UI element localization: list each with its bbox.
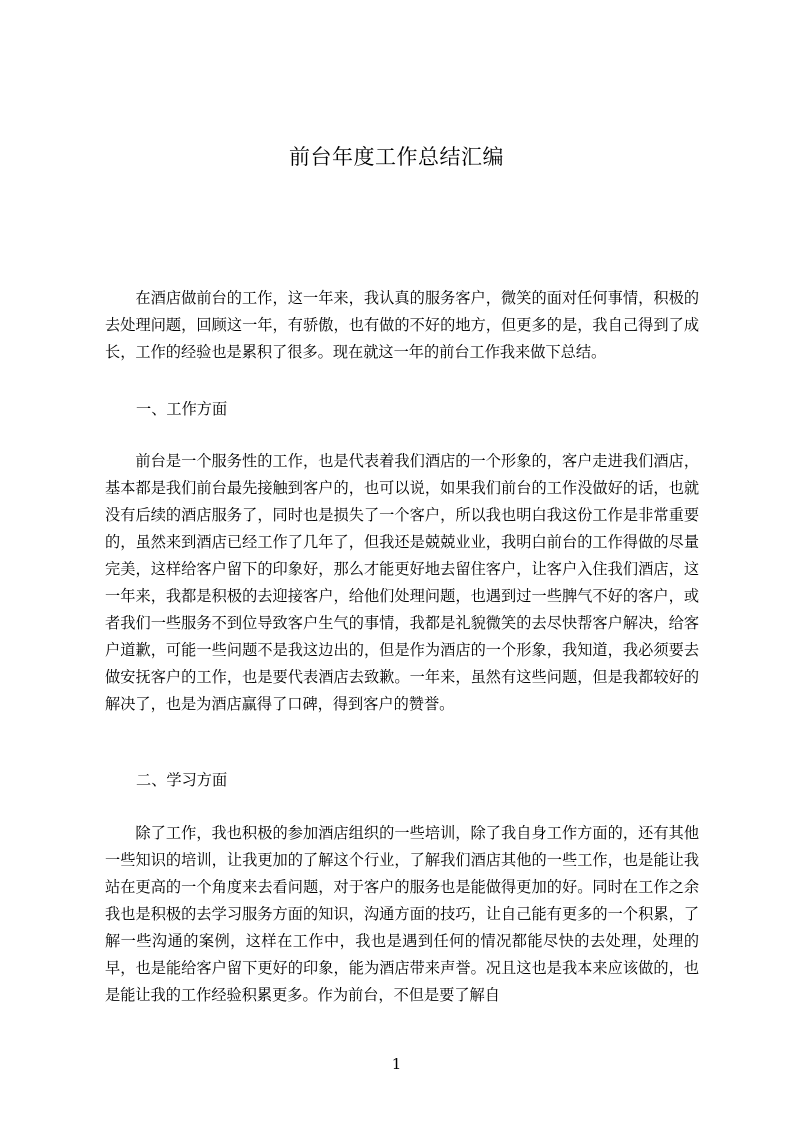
intro-paragraph <box>105 285 699 366</box>
work-text: 前台是一个服务性的工作，也是代表着我们酒店的一个形象的，客户走进我们酒店，基本都是我们前台最先接触到客户的，也可以说，如果我们前台的工作没做好的话，也就没有后续的酒店服务了，同时也是损失了一个客户，所以我也明白我这份工作是非常重要的，虽然来到酒店已经工作了几年了，但我还是兢兢业业，我明白前台的工作得做的尽量完美，这样给客户留下的印象好，那么才能更好地去留住客户，让客户入住我们酒店，这一年来，我都是积极的去迎接客户，给他们处理问题，也遇到过一些脾气不好的客户，或者我们一些服务不到位导致客户生气的事情，我都是礼貌微笑的去尽快帮客户解决，给客户道歉，可能一些问题不是我这边出的，但是作为酒店的一个形象，我知道，我必须要去做安抚客户的工作，也是要代表酒店去致歉。一年来，虽然有这些问题，但是我都较好的解决了，也是为酒店赢得了口碑，得到客户的赞誉。 <box>105 452 699 713</box>
intro-text: 在酒店做前台的工作，这一年来，我认真的服务客户，微笑的面对任何事情，积极的去处理问题，回顾这一年，有骄傲，也有做的不好的地方，但更多的是，我自己得到了成长，工作的经验也是累积了很多。现在就这一年的前台工作我来做下总结。 <box>105 289 699 361</box>
study-paragraph <box>105 820 699 1009</box>
page-number: 1 <box>391 1055 402 1073</box>
document-title: 前台年度工作总结汇编 <box>289 145 504 169</box>
study-text: 除了工作，我也积极的参加酒店组织的一些培训，除了我自身工作方面的，还有其他一些知识的培训，让我更加的了解这个行业，了解我们酒店其他的一些工作，也是能让我站在更高的一个角度来去看问题，对于客户的服务也是能做得更加的好。同时在工作之余我也是积极的去学习服务方面的知识，沟通方面的技巧，让自己能有更多的一个积累，了解一些沟通的案例，这样在工作中，我也是遇到任何的情况都能尽快的去处理，处理的早，也是能给客户留下更好的印象，能为酒店带来声誉。况且这也是我本来应该做的，也是能让我的工作经验积累更多。作为前台，不但是要了解自 <box>105 824 699 1004</box>
section-heading-work: 一、工作方面 <box>136 400 228 418</box>
work-paragraph <box>105 448 699 718</box>
section-heading-study: 二、学习方面 <box>136 771 228 789</box>
